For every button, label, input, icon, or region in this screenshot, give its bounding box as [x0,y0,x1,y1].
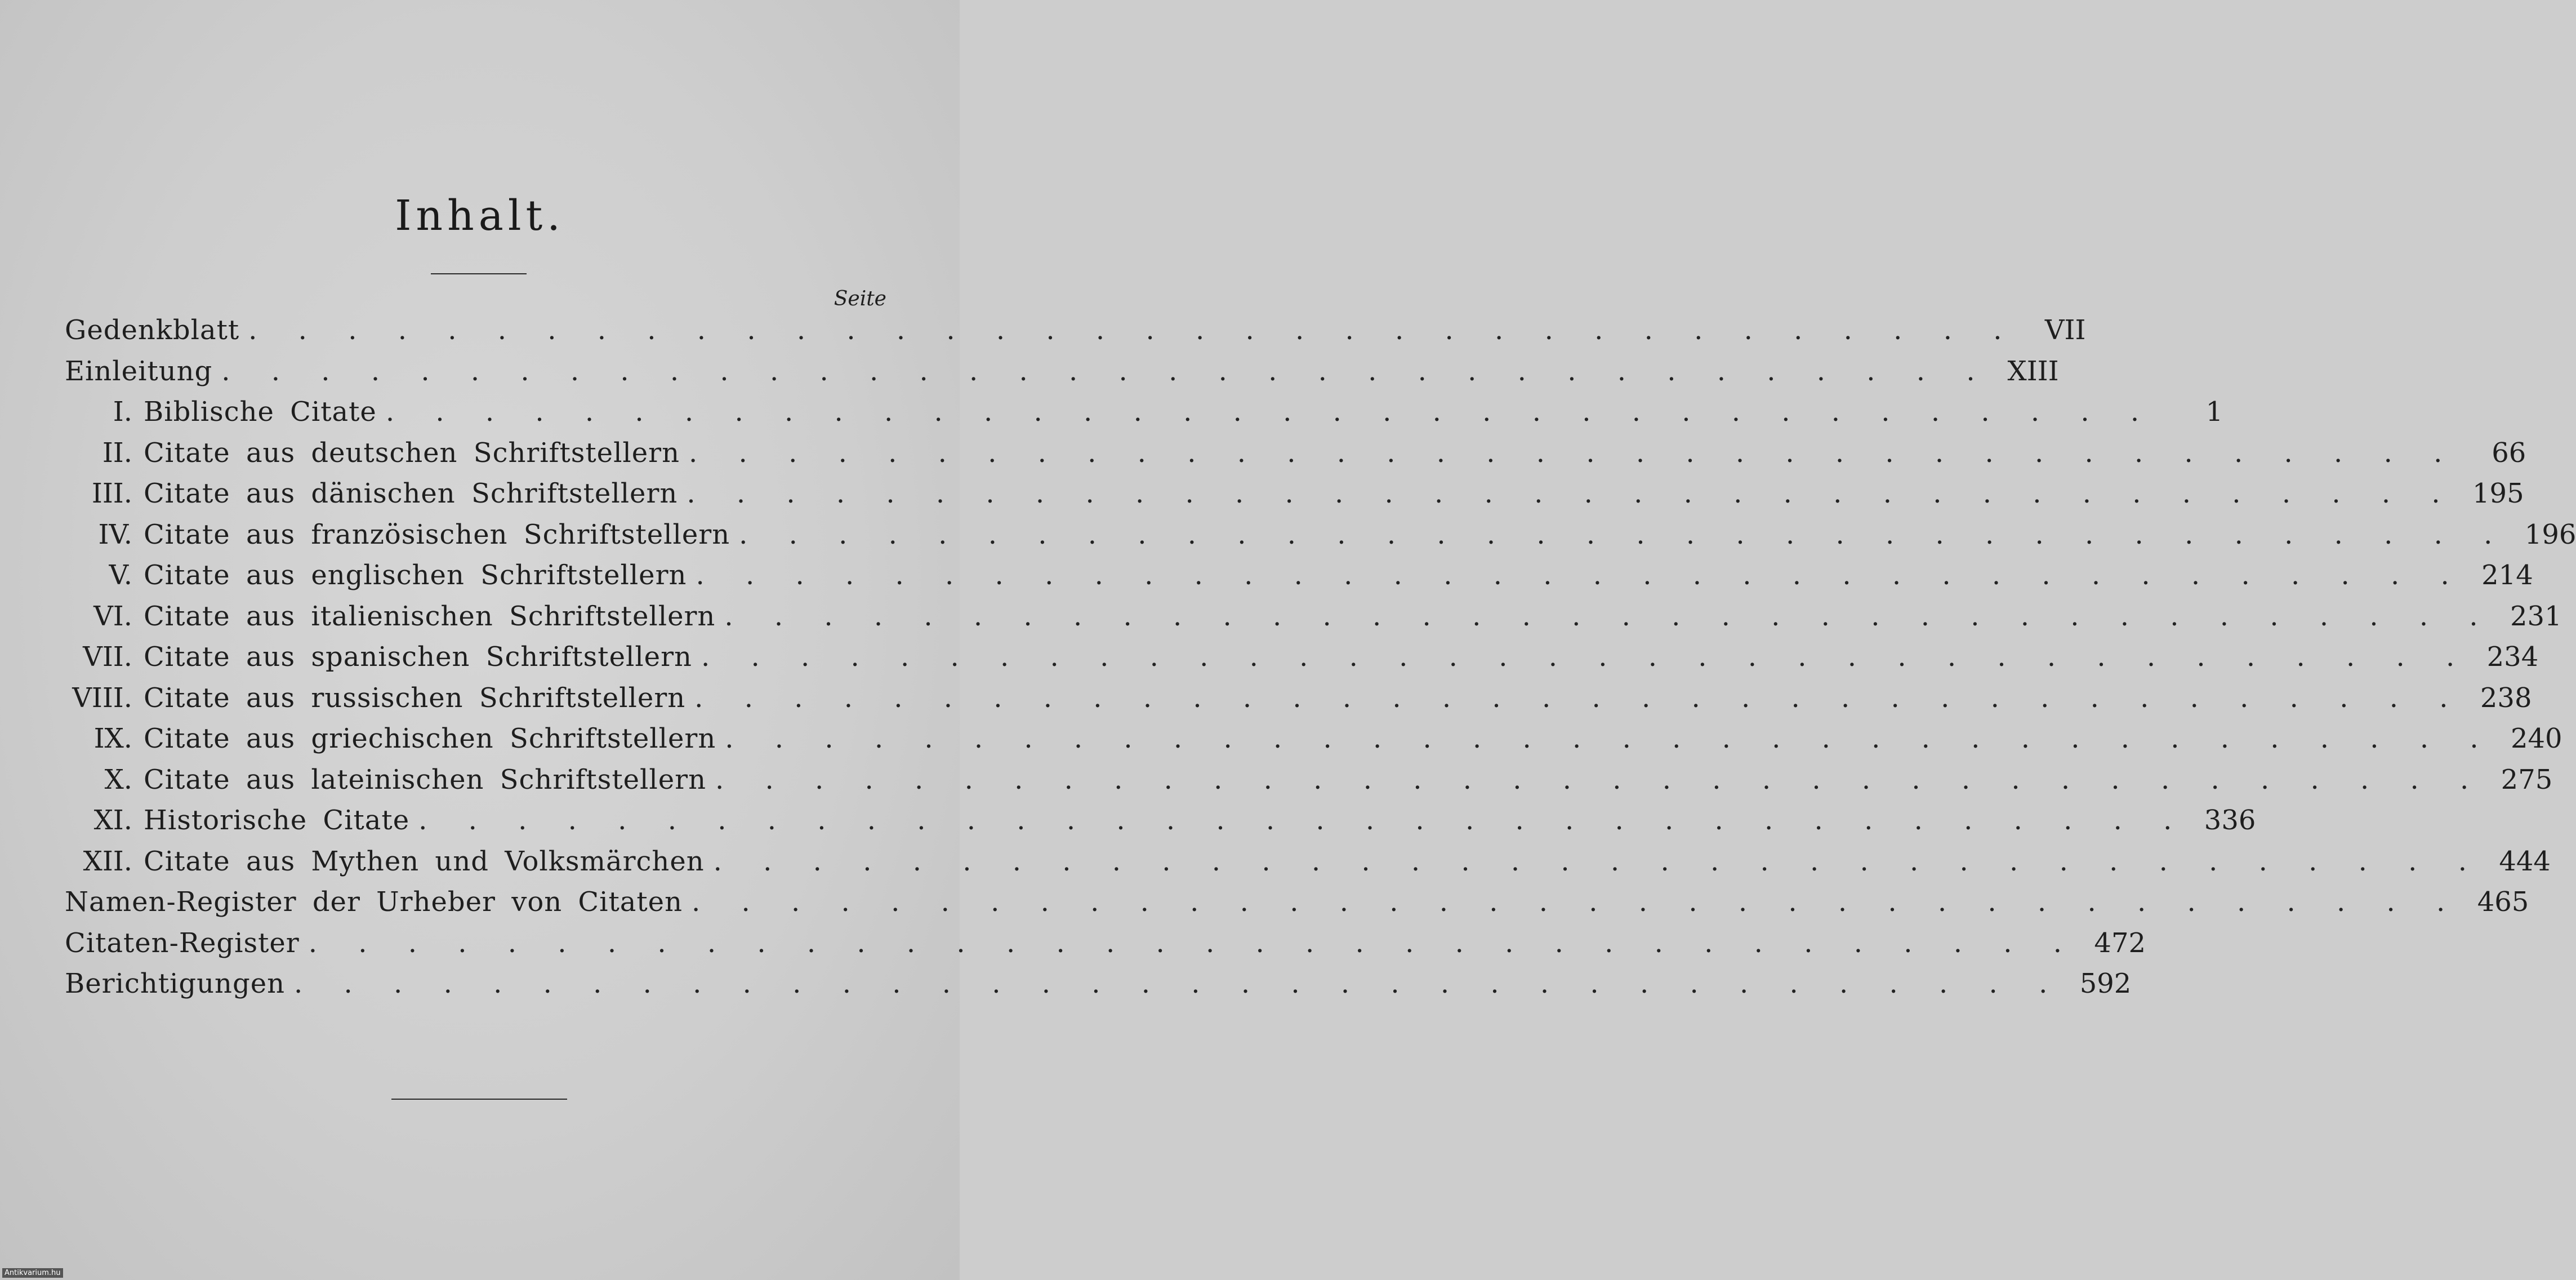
toc-entry-number: VII. [83,641,132,673]
toc-entry-number: X. [104,763,132,795]
toc-entry-label: Citate aus italienischen Schriftstellern [144,600,716,632]
toc-entry [65,763,2553,805]
toc-entry-number: V. [109,559,132,591]
toc-entry [65,805,2256,846]
toc-entry-number: XI. [93,805,132,836]
toc-entry-label: Citate aus russischen Schriftstellern [144,682,686,714]
leader-dots: . . . . . . . . . . . . . . . . . . . . . . . . . . . . . . . . . . . . [701,641,2471,673]
toc-entry-page: 336 [2204,805,2256,836]
toc-entry-label: Citate aus deutschen Schriftstellern [144,437,680,469]
watermark: Antikvarium.hu [2,1268,63,1278]
toc-entry-page: 214 [2481,559,2533,591]
toc-entry-page: 444 [2499,845,2551,877]
closing-rule [391,1099,567,1100]
toc-entry-page: VII [2044,314,2086,346]
leader-dots: . . . . . . . . . . . . . . . . . . . . . . . . . . . . . . . . . . . . [385,396,2156,428]
toc-entry-page: 592 [2079,968,2132,999]
toc-entry-page: 472 [2094,927,2146,959]
toc-entry-label: Citaten-Register [65,927,300,959]
toc-entry [65,478,2524,519]
toc-entry-page: 231 [2510,600,2562,632]
toc-entry-number: VIII. [72,682,132,714]
toc-entry-page: XIII [2007,355,2059,387]
toc-entry [65,723,2562,764]
toc-entry [65,437,2526,478]
leader-dots: . . . . . . . . . . . . . . . . . . . . . . . . . . . . . . . . . . . . [248,314,2018,346]
leader-dots: . . . . . . . . . . . . . . . . . . . . . . . . . . . . . . . . . . . . [725,723,2495,754]
leader-dots: . . . . . . . . . . . . . . . . . . . . . . . . . . . . . . . . . . . . [221,355,1991,387]
leader-dots: . . . . . . . . . . . . . . . . . . . . . . . . . . . . . . . . . . . . [687,478,2457,509]
toc-entry-page: 1 [2205,396,2223,428]
toc-entry-number: II. [102,437,132,469]
toc-entry [65,518,2576,560]
leader-dots: . . . . . . . . . . . . . . . . . . . . . . . . . . . . . . . . . . . . [694,682,2464,714]
toc-entry [65,886,2529,927]
toc-entry-page: 465 [2477,886,2529,918]
toc-entry [65,968,2132,1009]
toc-entry-page: 275 [2501,763,2553,795]
toc-entry-label: Einleitung [65,355,213,387]
table-of-contents [65,314,2576,1009]
toc-entry-page: 195 [2472,478,2524,509]
toc-entry-page: 240 [2510,723,2562,754]
toc-entry-label: Citate aus lateinischen Schriftstellern [144,763,706,795]
toc-entry-number: VI. [93,600,132,632]
page-column-header: Seite [834,287,886,310]
toc-entry [65,314,2086,355]
toc-entry [65,641,2539,682]
toc-entry [65,559,2533,601]
toc-entry-number: IV. [98,518,132,550]
leader-dots: . . . . . . . . . . . . . . . . . . . . . . . . . . . . . . . . . . . . [715,763,2485,795]
leader-dots: . . . . . . . . . . . . . . . . . . . . . . . . . . . . . . . . . . . . [689,437,2459,469]
title-rule [431,273,527,274]
toc-entry-label: Gedenkblatt [65,314,240,346]
toc-entry [65,845,2551,887]
toc-entry-label: Citate aus französischen Schriftstellern [144,518,730,550]
toc-entry [65,396,2223,437]
toc-entry-number: XII. [83,845,132,877]
page-title: Inhalt. [395,192,565,240]
toc-entry-label: Citate aus Mythen und Volksmärchen [144,845,705,877]
leader-dots: . . . . . . . . . . . . . . . . . . . . . . . . . . . . . . . . . . . . [418,805,2189,836]
toc-entry-label: Berichtigungen [65,968,286,999]
leader-dots: . . . . . . . . . . . . . . . . . . . . . . . . . . . . . . . . . . . . [724,600,2494,632]
toc-entry-number: III. [91,478,132,509]
leader-dots: . . . . . . . . . . . . . . . . . . . . . . . . . . . . . . . . . . . . [294,968,2064,999]
leader-dots: . . . . . . . . . . . . . . . . . . . . . . . . . . . . . . . . . . . . [692,886,2462,918]
toc-entry-label: Biblische Citate [144,396,377,428]
toc-entry-number: I. [113,396,132,428]
toc-entry-label: Citate aus dänischen Schriftstellern [144,478,678,509]
leader-dots: . . . . . . . . . . . . . . . . . . . . . . . . . . . . . . . . . . . . [696,559,2466,591]
toc-entry [65,682,2532,723]
leader-dots: . . . . . . . . . . . . . . . . . . . . . . . . . . . . . . . . . . . . [713,845,2483,877]
leader-dots: . . . . . . . . . . . . . . . . . . . . . . . . . . . . . . . . . . . . [739,518,2509,550]
toc-entry-label: Citate aus englischen Schriftstellern [144,559,687,591]
toc-entry-number: IX. [93,723,132,754]
toc-entry-page: 238 [2480,682,2532,714]
toc-entry [65,355,2059,397]
toc-entry [65,927,2146,968]
toc-entry-page: 66 [2492,437,2526,469]
toc-entry-page: 196 [2524,518,2576,550]
toc-entry-label: Historische Citate [144,805,410,836]
toc-entry-page: 234 [2486,641,2539,673]
toc-entry [65,600,2562,642]
toc-entry-label: Namen-Register der Urheber von Citaten [65,886,683,918]
leader-dots: . . . . . . . . . . . . . . . . . . . . . . . . . . . . . . . . . . . . [308,927,2079,959]
toc-entry-label: Citate aus griechischen Schriftstellern [144,723,716,754]
toc-entry-label: Citate aus spanischen Schriftstellern [144,641,692,673]
